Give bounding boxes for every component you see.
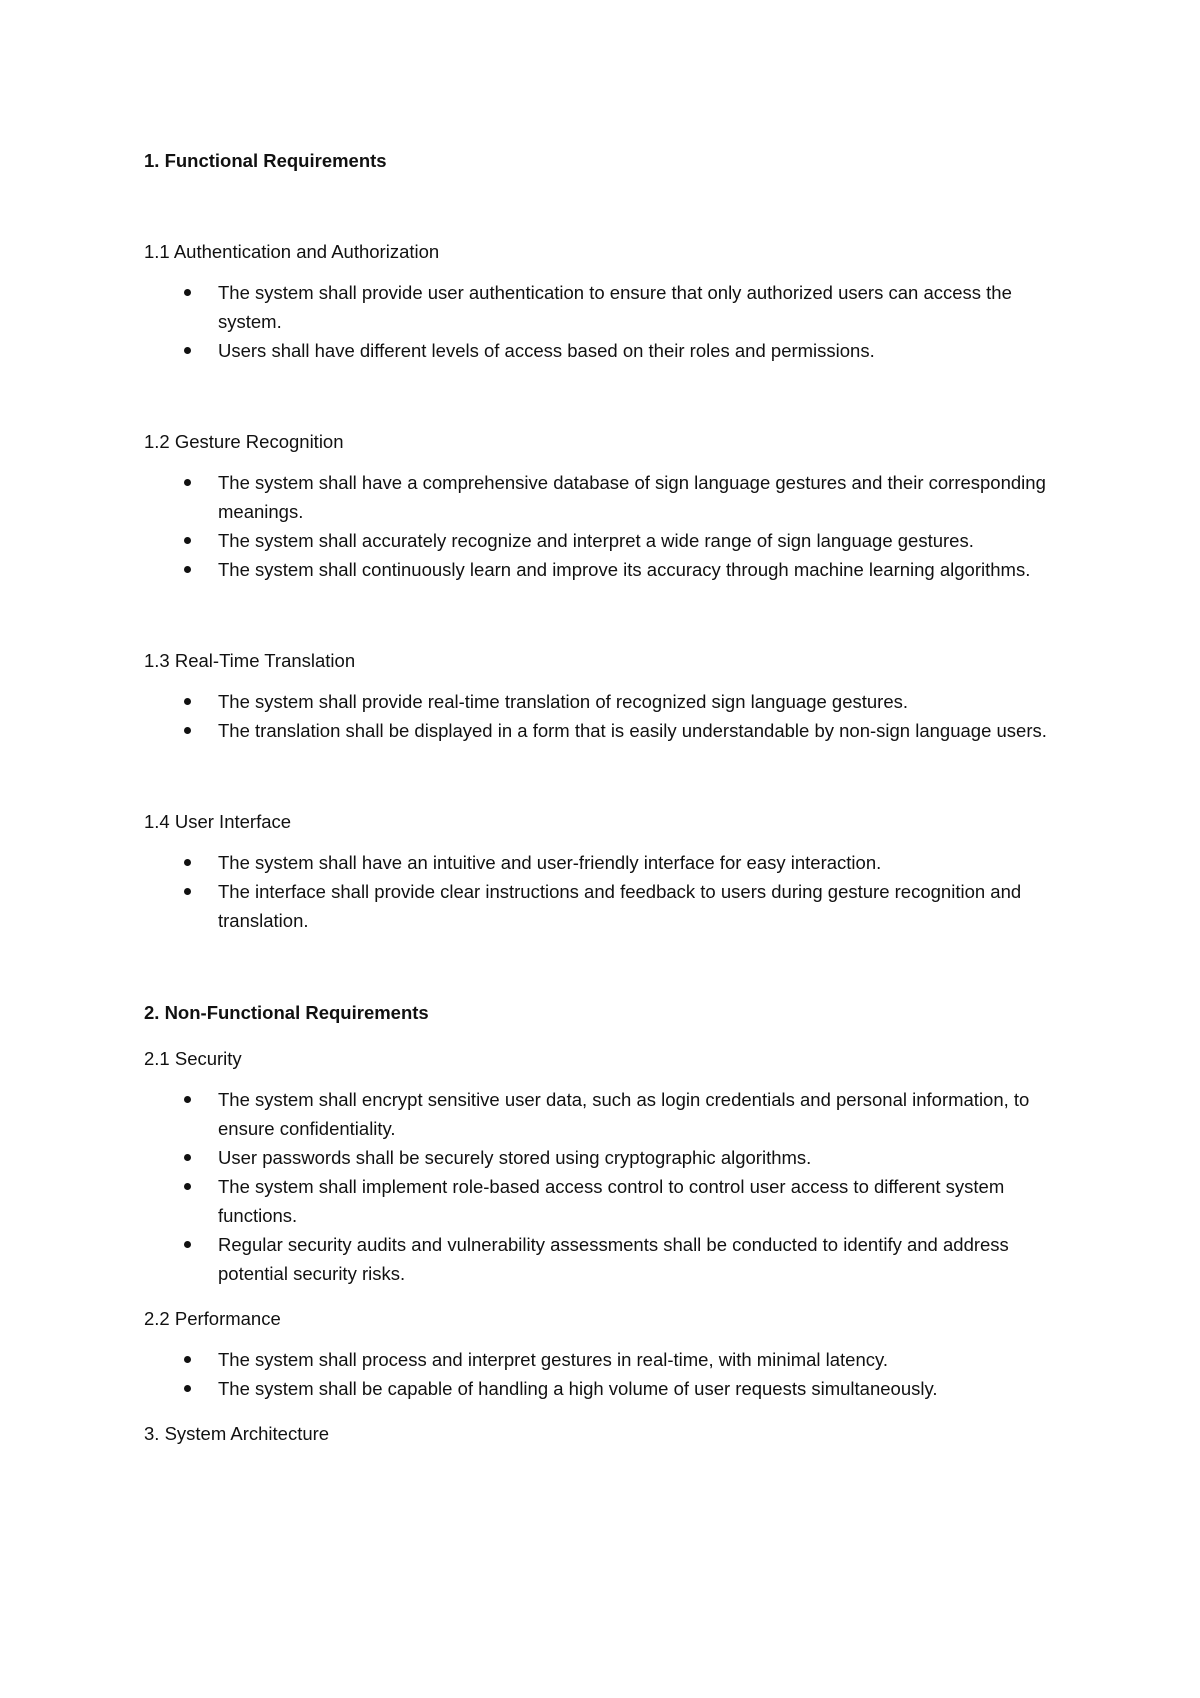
subsection-heading-security: 2.1 Security <box>144 1048 242 1069</box>
subsection-heading-user-interface: 1.4 User Interface <box>144 811 292 832</box>
list-item <box>144 468 1064 526</box>
list-item-text: The system shall implement role-based access control to control user access to different system functions. <box>218 1176 1005 1226</box>
list-item <box>144 687 1064 716</box>
bullet-icon <box>184 1183 191 1190</box>
bullet-icon <box>184 1096 191 1103</box>
subsection-heading-real-time-translation: 1.3 Real-Time Translation <box>144 650 356 671</box>
subsection-heading-performance: 2.2 Performance <box>144 1308 281 1329</box>
section-heading-system-architecture: 3. System Architecture <box>144 1423 330 1444</box>
list-item-text: The interface shall provide clear instructions and feedback to users during gesture recognition and translation. <box>218 881 1022 931</box>
list-item <box>144 1230 1064 1288</box>
subsection-heading-authentication: 1.1 Authentication and Authorization <box>144 241 440 262</box>
bullet-icon <box>184 1241 191 1248</box>
list-item-text: The system shall have a comprehensive database of sign language gestures and their corresponding meanings. <box>218 472 1046 522</box>
list-item <box>144 848 1064 877</box>
list-item <box>144 278 1064 336</box>
bullet-icon <box>184 1154 191 1161</box>
bullet-icon <box>184 537 191 544</box>
bullet-list-performance <box>144 1345 1064 1403</box>
list-item-text: The system shall be capable of handling a high volume of user requests simultaneously. <box>218 1378 938 1399</box>
bullet-icon <box>184 347 191 354</box>
subsection-heading-gesture-recognition: 1.2 Gesture Recognition <box>144 431 344 452</box>
bullet-icon <box>184 1356 191 1363</box>
bullet-list-gesture-recognition <box>144 468 1064 584</box>
list-item <box>144 1143 1064 1172</box>
bullet-list-user-interface <box>144 848 1064 935</box>
list-item <box>144 526 1064 555</box>
list-item-text: The system shall have an intuitive and user-friendly interface for easy interaction. <box>218 852 882 873</box>
bullet-list-real-time-translation <box>144 687 1064 745</box>
list-item <box>144 877 1064 935</box>
bullet-list-authentication <box>144 278 1064 365</box>
list-item <box>144 716 1064 745</box>
bullet-icon <box>184 698 191 705</box>
list-item-text: The system shall provide real-time translation of recognized sign language gestures. <box>218 691 909 712</box>
bullet-icon <box>184 479 191 486</box>
list-item <box>144 1374 1064 1403</box>
list-item-text: Regular security audits and vulnerability assessments shall be conducted to identify and address potential security risks. <box>218 1234 1009 1284</box>
bullet-list-security <box>144 1085 1064 1288</box>
document-body <box>144 146 1064 1448</box>
list-item <box>144 555 1064 584</box>
list-item <box>144 1345 1064 1374</box>
list-item <box>144 336 1064 365</box>
list-item-text: The system shall provide user authentication to ensure that only authorized users can access the system. <box>218 282 1012 332</box>
list-item-text: User passwords shall be securely stored using cryptographic algorithms. <box>218 1147 812 1168</box>
list-item-text: The translation shall be displayed in a form that is easily understandable by non-sign language users. <box>218 720 1047 741</box>
section-heading-non-functional-requirements: 2. Non-Functional Requirements <box>144 1002 429 1023</box>
list-item-text: The system shall encrypt sensitive user data, such as login credentials and personal information, to ensure confidentiality. <box>218 1089 1030 1139</box>
list-item-text: Users shall have different levels of access based on their roles and permissions. <box>218 340 875 361</box>
list-item-text: The system shall process and interpret gestures in real-time, with minimal latency. <box>218 1349 889 1370</box>
list-item <box>144 1172 1064 1230</box>
bullet-icon <box>184 289 191 296</box>
bullet-icon <box>184 727 191 734</box>
bullet-icon <box>184 566 191 573</box>
section-heading-functional-requirements: 1. Functional Requirements <box>144 150 387 171</box>
list-item <box>144 1085 1064 1143</box>
list-item-text: The system shall continuously learn and improve its accuracy through machine learning algorithms. <box>218 559 1031 580</box>
list-item-text: The system shall accurately recognize and interpret a wide range of sign language gestures. <box>218 530 974 551</box>
bullet-icon <box>184 1385 191 1392</box>
bullet-icon <box>184 888 191 895</box>
bullet-icon <box>184 859 191 866</box>
